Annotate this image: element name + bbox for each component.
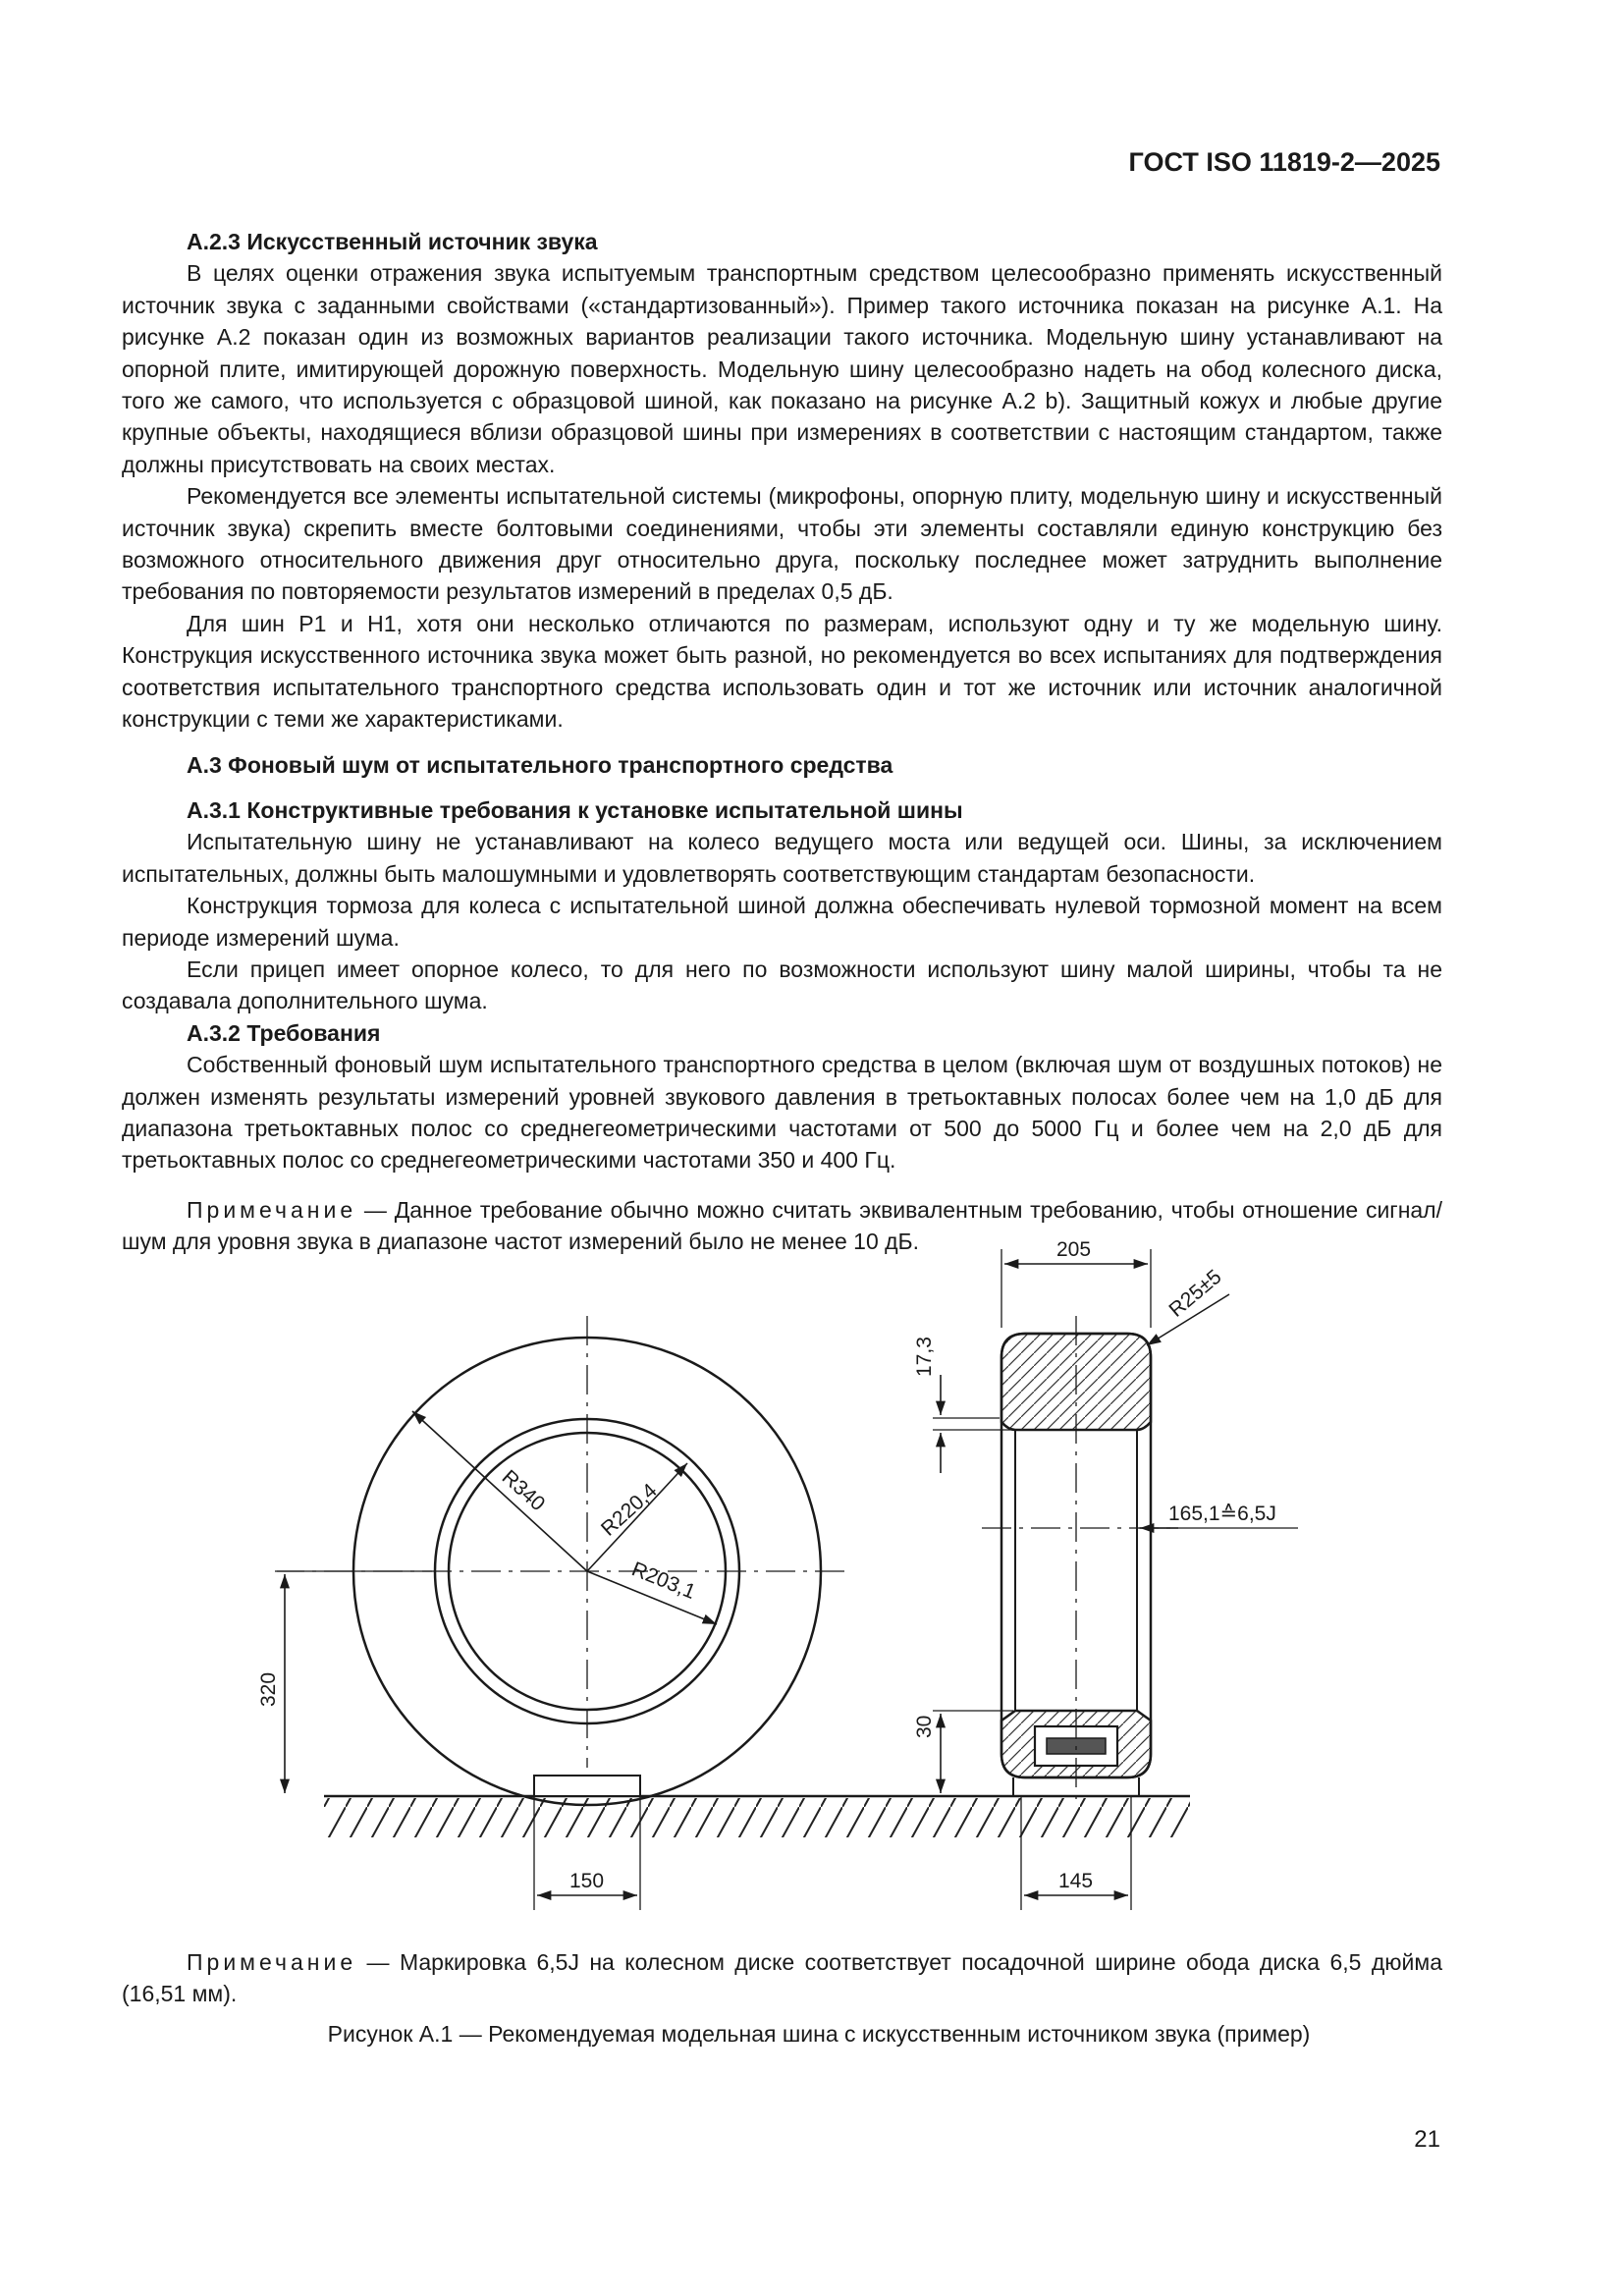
paragraph: Конструкция тормоза для колеса с испытательной шиной должна обеспечивать нулевой тормозной момент на всем периоде измерений шума. (122, 893, 1442, 951)
label-w145: 145 (1058, 1870, 1094, 1892)
document-header: ГОСТ ISO 11819-2—2025 (1128, 147, 1440, 177)
paragraph: Если прицеп имеет опорное колесо, то для него по возможности используют шину малой ширины, чтобы та не создавала дополнительного шума. (122, 956, 1442, 1014)
contact-block (534, 1776, 640, 1796)
paragraph: Испытательную шину не устанавливают на колесо ведущего моста или ведущей оси. Шины, за исключением испытательных, должны быть малошумными и удовлетворять соответствующим стандартам безопасности. (122, 829, 1442, 887)
note-text: — Данное требование обычно можно считать эквивалентным требованию, чтобы отношение сигнал/шум для уровня звука в диапазоне частот измерений было не менее 10 дБ. (122, 1196, 1442, 1255)
figure-note (122, 1946, 1442, 2010)
label-h17: 17,3 (913, 1337, 936, 1377)
label-r220: R220,4 (596, 1479, 662, 1541)
heading-a31: А.3.1 Конструктивные требования к установке испытательной шины (187, 796, 963, 823)
label-w205: 205 (1056, 1238, 1092, 1261)
label-r25: R25±5 (1164, 1265, 1226, 1322)
heading-a32: А.3.2 Требования (187, 1019, 381, 1046)
page-number: 21 (1414, 2126, 1440, 2153)
figure-caption: Рисунок А.1 — Рекомендуемая модельная шина с искусственным источником звука (пример) (327, 2021, 1311, 2047)
heading-a3: А.3 Фоновый шум от испытательного транспортного средства (187, 751, 893, 778)
note-label: Примечание (187, 1196, 357, 1223)
label-h30: 30 (913, 1715, 936, 1738)
label-rim: 165,1≙6,5J (1168, 1503, 1276, 1525)
heading-a23: А.2.3 Искусственный источник звука (187, 229, 598, 254)
paragraph: Собственный фоновый шум испытательного транспортного средства в целом (включая шум от воздушных потоков) не должен изменять результаты измерений уровней звукового давления в третьоктавных полосах более чем на 1,0 дБ для диапазона третьоктавных полос со среднегеометрическими частотами от 500 до 5000 Гц и более чем на 2,0 дБ для третьоктавных полос со среднегеометрическими частотами 350 и 400 Гц. (122, 1052, 1442, 1174)
tire-drawing (0, 1208, 1623, 1915)
body-text (122, 226, 1442, 1258)
paragraph: В целях оценки отражения звука испытуемым транспортным средством целесообразно применять искусственный источник звука с заданными свойствами («стандартизованный»). Пример такого источника показан на рисунке А.1. На рисунке А.2 показан один из возможных вариантов реализации такого источника. Модельную шину устанавливают на опорной плите, имитирующей дорожную поверхность. Модельную шину целесообразно надеть на обод колесного диска, того же самого, что используется с образцовой шиной, как показано на рисунке А.2 b). Защитный кожух и любые другие крупные объекты, находящиеся вблизи образцовой шины при измерениях в соответствии с настоящим стандартом, также должны присутствовать на своих местах. (122, 260, 1442, 477)
label-w150: 150 (569, 1870, 605, 1892)
paragraph: Для шин P1 и H1, хотя они несколько отличаются по размерам, используют одну и ту же модельную шину. Конструкция искусственного источника звука может быть разной, но рекомендуется во всех испытаниях для подтверждения соответствия испытательного транспортного средства использовать один и тот же источник или источник аналогичной конструкции с теми же характеристиками. (122, 610, 1442, 733)
figure-note-label: Примечание (187, 1949, 357, 1975)
label-r340: R340 (497, 1465, 550, 1516)
ground-hatch (324, 1798, 1190, 1837)
label-h320: 320 (257, 1671, 280, 1707)
paragraph: Рекомендуется все элементы испытательной системы (микрофоны, опорную плиту, модельную шину и искусственный источник звука) скрепить вместе болтовыми соединениями, чтобы эти элементы составляли единую конструкцию без возможного относительного движения друг относительно друга, поскольку последнее может затруднить выполнение требования по повторяемости результатов измерений в пределах 0,5 дБ. (122, 483, 1442, 605)
figure-note-text: — Маркировка 6,5J на колесном диске соответствует посадочной ширине обода диска 6,5 дюйма (16,51 мм). (122, 1949, 1442, 2007)
label-r203: R203,1 (628, 1558, 699, 1605)
